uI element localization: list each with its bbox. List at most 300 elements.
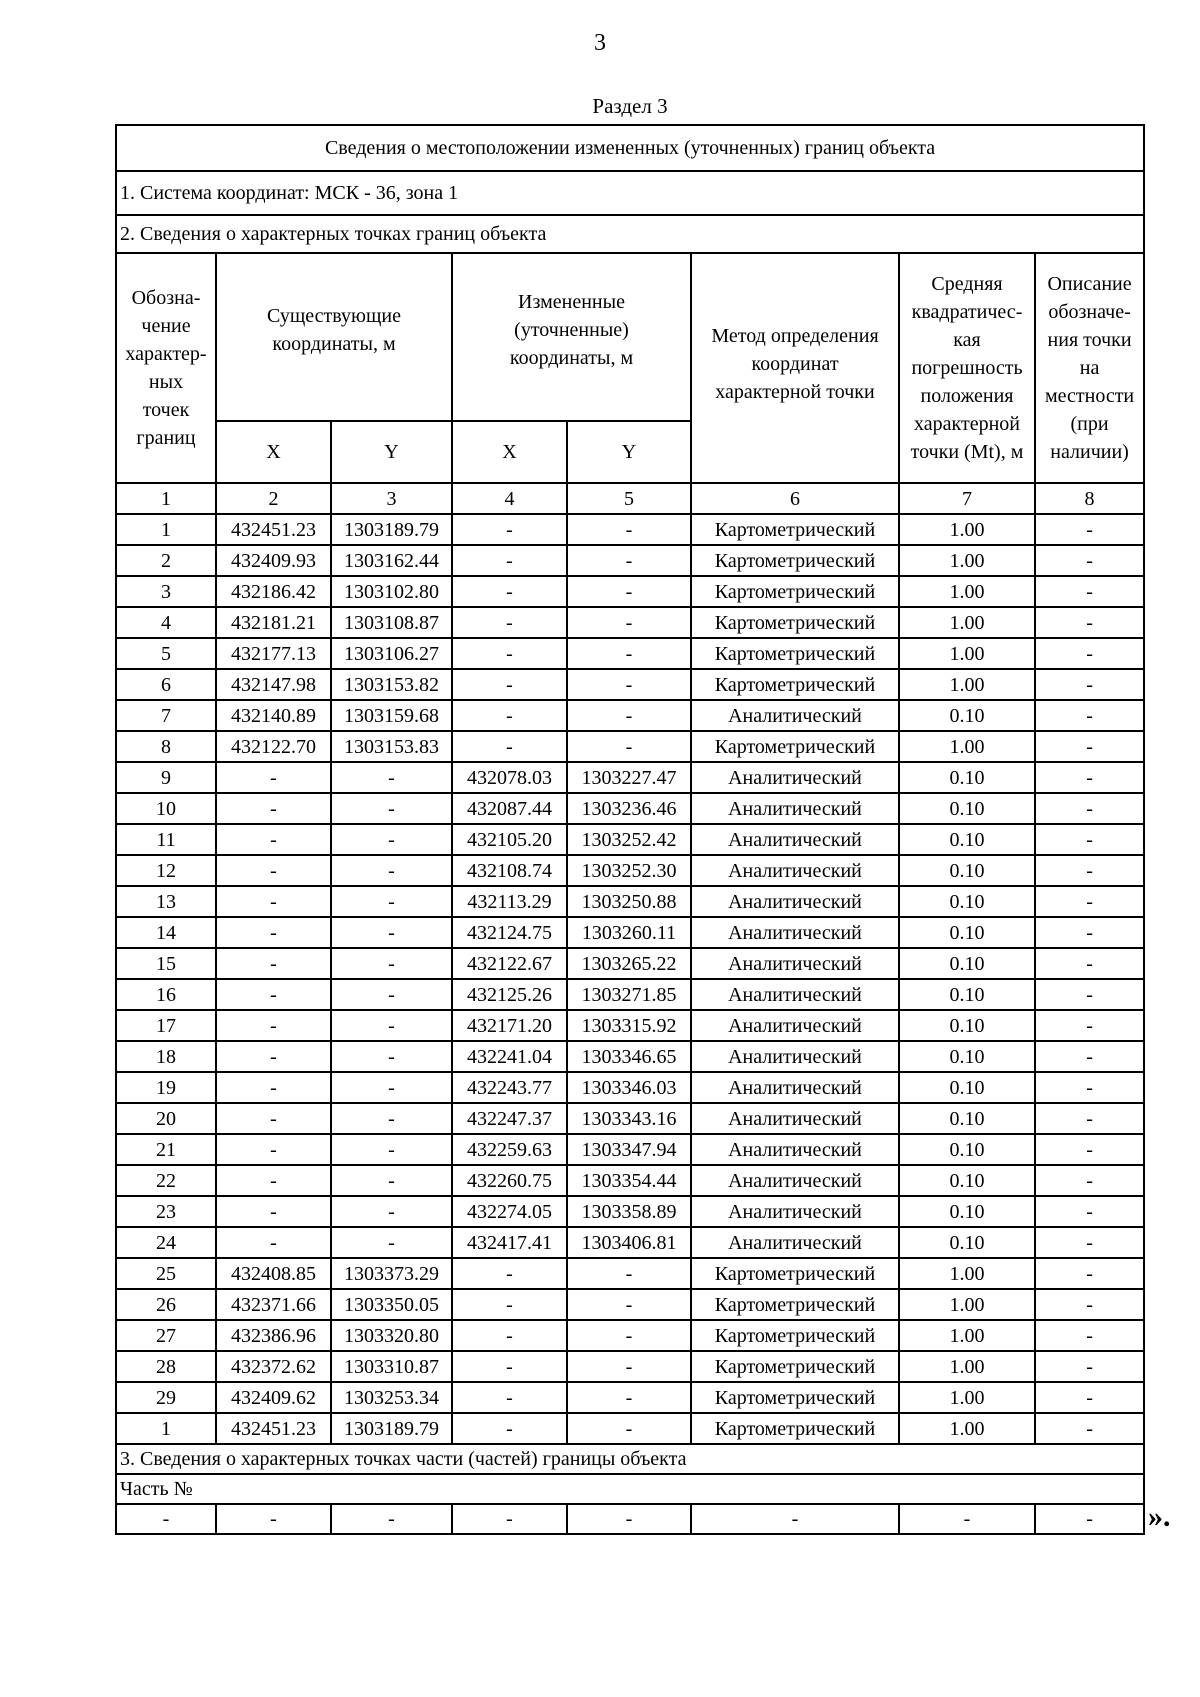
cell-description: - bbox=[1035, 979, 1144, 1010]
cell-point-number: 6 bbox=[116, 669, 216, 700]
cell-existing-x: - bbox=[216, 1103, 331, 1134]
cell-changed-y: 1303271.85 bbox=[567, 979, 691, 1010]
table-row bbox=[116, 948, 1144, 979]
column-number: 2 bbox=[216, 483, 331, 514]
cell-existing-y: - bbox=[331, 1134, 452, 1165]
cell-point-number: 9 bbox=[116, 762, 216, 793]
table-row bbox=[116, 1103, 1144, 1134]
cell-point-number: 20 bbox=[116, 1103, 216, 1134]
table-row bbox=[116, 917, 1144, 948]
cell-point-number: 1 bbox=[116, 1413, 216, 1444]
cell-mean-error: 0.10 bbox=[899, 886, 1035, 917]
table-row bbox=[116, 793, 1144, 824]
cell-existing-x: 432408.85 bbox=[216, 1258, 331, 1289]
cell-description: - bbox=[1035, 576, 1144, 607]
cell-changed-y: 1303406.81 bbox=[567, 1227, 691, 1258]
cell-point-number: 16 bbox=[116, 979, 216, 1010]
cell-existing-y: 1303153.83 bbox=[331, 731, 452, 762]
cell-changed-x: 432247.37 bbox=[452, 1103, 567, 1134]
cell-method: Аналитический bbox=[691, 1134, 899, 1165]
cell-method: Аналитический bbox=[691, 1103, 899, 1134]
cell-existing-y: - bbox=[331, 824, 452, 855]
cell-changed-x: 432124.75 bbox=[452, 917, 567, 948]
cell-existing-y: - bbox=[331, 979, 452, 1010]
column-number: 5 bbox=[567, 483, 691, 514]
cell-existing-x: 432181.21 bbox=[216, 607, 331, 638]
cell-point-number: 12 bbox=[116, 855, 216, 886]
table-row bbox=[116, 1134, 1144, 1165]
cell-description: - bbox=[1035, 1258, 1144, 1289]
table-row bbox=[116, 762, 1144, 793]
cell-description: - bbox=[1035, 1196, 1144, 1227]
part-cell: - bbox=[452, 1504, 567, 1534]
cell-existing-x: - bbox=[216, 793, 331, 824]
cell-description: - bbox=[1035, 793, 1144, 824]
cell-changed-y: - bbox=[567, 545, 691, 576]
cell-changed-x: 432259.63 bbox=[452, 1134, 567, 1165]
cell-changed-x: 432243.77 bbox=[452, 1072, 567, 1103]
cell-existing-x: - bbox=[216, 762, 331, 793]
cell-mean-error: 0.10 bbox=[899, 1227, 1035, 1258]
header-changed-x: X bbox=[452, 421, 567, 483]
cell-existing-x: 432122.70 bbox=[216, 731, 331, 762]
cell-changed-x: - bbox=[452, 1320, 567, 1351]
cell-changed-y: 1303354.44 bbox=[567, 1165, 691, 1196]
table-row bbox=[116, 607, 1144, 638]
cell-description: - bbox=[1035, 638, 1144, 669]
table-row bbox=[116, 1227, 1144, 1258]
cell-changed-x: 432105.20 bbox=[452, 824, 567, 855]
table-row bbox=[116, 1196, 1144, 1227]
table-row bbox=[116, 824, 1144, 855]
cell-changed-y: - bbox=[567, 700, 691, 731]
column-number: 4 bbox=[452, 483, 567, 514]
cell-existing-x: 432451.23 bbox=[216, 514, 331, 545]
cell-existing-x: - bbox=[216, 886, 331, 917]
cell-mean-error: 1.00 bbox=[899, 1289, 1035, 1320]
cell-method: Картометрический bbox=[691, 607, 899, 638]
cell-method: Картометрический bbox=[691, 1258, 899, 1289]
cell-existing-x: 432147.98 bbox=[216, 669, 331, 700]
column-numbers-row bbox=[116, 483, 1144, 514]
cell-changed-x: - bbox=[452, 607, 567, 638]
cell-point-number: 5 bbox=[116, 638, 216, 669]
table-row bbox=[116, 576, 1144, 607]
cell-changed-y: 1303236.46 bbox=[567, 793, 691, 824]
cell-point-number: 24 bbox=[116, 1227, 216, 1258]
cell-point-number: 26 bbox=[116, 1289, 216, 1320]
cell-description: - bbox=[1035, 1072, 1144, 1103]
cell-mean-error: 0.10 bbox=[899, 1134, 1035, 1165]
table-row bbox=[116, 638, 1144, 669]
cell-mean-error: 0.10 bbox=[899, 855, 1035, 886]
cell-existing-x: 432372.62 bbox=[216, 1351, 331, 1382]
cell-point-number: 29 bbox=[116, 1382, 216, 1413]
cell-existing-y: - bbox=[331, 1103, 452, 1134]
cell-point-number: 13 bbox=[116, 886, 216, 917]
cell-existing-x: 432186.42 bbox=[216, 576, 331, 607]
cell-existing-y: - bbox=[331, 1227, 452, 1258]
cell-point-number: 2 bbox=[116, 545, 216, 576]
cell-changed-x: 432417.41 bbox=[452, 1227, 567, 1258]
cell-changed-x: - bbox=[452, 1289, 567, 1320]
cell-existing-y: 1303373.29 bbox=[331, 1258, 452, 1289]
cell-point-number: 4 bbox=[116, 607, 216, 638]
table-row bbox=[116, 1320, 1144, 1351]
cell-point-number: 14 bbox=[116, 917, 216, 948]
cell-point-number: 3 bbox=[116, 576, 216, 607]
cell-changed-y: 1303260.11 bbox=[567, 917, 691, 948]
cell-changed-y: - bbox=[567, 669, 691, 700]
cell-description: - bbox=[1035, 545, 1144, 576]
cell-method: Картометрический bbox=[691, 1413, 899, 1444]
cell-existing-x: 432140.89 bbox=[216, 700, 331, 731]
cell-changed-x: - bbox=[452, 638, 567, 669]
table-row bbox=[116, 545, 1144, 576]
cell-mean-error: 0.10 bbox=[899, 762, 1035, 793]
cell-mean-error: 0.10 bbox=[899, 1196, 1035, 1227]
table-row bbox=[116, 669, 1144, 700]
cell-method: Аналитический bbox=[691, 1072, 899, 1103]
cell-existing-x: - bbox=[216, 1227, 331, 1258]
cell-mean-error: 1.00 bbox=[899, 731, 1035, 762]
cell-existing-y: 1303153.82 bbox=[331, 669, 452, 700]
cell-existing-x: - bbox=[216, 1072, 331, 1103]
cell-description: - bbox=[1035, 948, 1144, 979]
cell-changed-y: 1303347.94 bbox=[567, 1134, 691, 1165]
cell-method: Аналитический bbox=[691, 886, 899, 917]
cell-existing-x: - bbox=[216, 824, 331, 855]
cell-changed-x: 432087.44 bbox=[452, 793, 567, 824]
cell-method: Картометрический bbox=[691, 1382, 899, 1413]
cell-existing-x: 432409.93 bbox=[216, 545, 331, 576]
cell-existing-y: 1303108.87 bbox=[331, 607, 452, 638]
cell-changed-y: 1303227.47 bbox=[567, 762, 691, 793]
cell-changed-y: - bbox=[567, 514, 691, 545]
cell-point-number: 21 bbox=[116, 1134, 216, 1165]
cell-existing-x: - bbox=[216, 948, 331, 979]
header-point-designation: Обозна- чение характер- ных точек границ bbox=[116, 253, 216, 483]
table-row bbox=[116, 1382, 1144, 1413]
cell-point-number: 19 bbox=[116, 1072, 216, 1103]
cell-existing-y: - bbox=[331, 762, 452, 793]
cell-description: - bbox=[1035, 607, 1144, 638]
cell-existing-y: - bbox=[331, 1041, 452, 1072]
cell-method: Картометрический bbox=[691, 1320, 899, 1351]
cell-changed-x: - bbox=[452, 514, 567, 545]
cell-existing-y: - bbox=[331, 886, 452, 917]
cell-changed-y: - bbox=[567, 638, 691, 669]
cell-mean-error: 0.10 bbox=[899, 979, 1035, 1010]
cell-existing-y: - bbox=[331, 793, 452, 824]
part-cell: - bbox=[331, 1504, 452, 1534]
table-row bbox=[116, 1258, 1144, 1289]
cell-existing-x: 432451.23 bbox=[216, 1413, 331, 1444]
cell-changed-y: 1303315.92 bbox=[567, 1010, 691, 1041]
cell-mean-error: 1.00 bbox=[899, 1258, 1035, 1289]
cell-existing-x: - bbox=[216, 1041, 331, 1072]
part-cell: - bbox=[691, 1504, 899, 1534]
header-existing-y: Y bbox=[331, 421, 452, 483]
cell-existing-y: 1303106.27 bbox=[331, 638, 452, 669]
part-number-label: Часть № bbox=[116, 1474, 1144, 1504]
cell-mean-error: 1.00 bbox=[899, 638, 1035, 669]
cell-existing-x: - bbox=[216, 855, 331, 886]
table-row bbox=[116, 855, 1144, 886]
column-number: 6 bbox=[691, 483, 899, 514]
coordinate-system: 1. Система координат: МСК - 36, зона 1 bbox=[116, 171, 1144, 215]
cell-changed-x: - bbox=[452, 576, 567, 607]
cell-description: - bbox=[1035, 1382, 1144, 1413]
column-number: 7 bbox=[899, 483, 1035, 514]
cell-existing-x: 432386.96 bbox=[216, 1320, 331, 1351]
cell-changed-x: - bbox=[452, 669, 567, 700]
table-row bbox=[116, 1413, 1144, 1444]
cell-description: - bbox=[1035, 514, 1144, 545]
cell-existing-x: - bbox=[216, 917, 331, 948]
cell-changed-y: 1303252.42 bbox=[567, 824, 691, 855]
cell-changed-y: - bbox=[567, 607, 691, 638]
cell-existing-y: 1303350.05 bbox=[331, 1289, 452, 1320]
cell-existing-y: 1303189.79 bbox=[331, 1413, 452, 1444]
part-cell: - bbox=[1035, 1504, 1144, 1534]
page-number: 3 bbox=[594, 30, 606, 56]
cell-description: - bbox=[1035, 1103, 1144, 1134]
cell-method: Картометрический bbox=[691, 638, 899, 669]
cell-changed-y: 1303265.22 bbox=[567, 948, 691, 979]
cell-description: - bbox=[1035, 824, 1144, 855]
cell-method: Аналитический bbox=[691, 1227, 899, 1258]
cell-point-number: 15 bbox=[116, 948, 216, 979]
cell-changed-x: 432171.20 bbox=[452, 1010, 567, 1041]
cell-changed-x: - bbox=[452, 1258, 567, 1289]
cell-changed-x: 432108.74 bbox=[452, 855, 567, 886]
cell-mean-error: 1.00 bbox=[899, 1320, 1035, 1351]
cell-point-number: 7 bbox=[116, 700, 216, 731]
cell-mean-error: 0.10 bbox=[899, 1041, 1035, 1072]
cell-existing-y: - bbox=[331, 1165, 452, 1196]
cell-method: Картометрический bbox=[691, 576, 899, 607]
cell-description: - bbox=[1035, 669, 1144, 700]
cell-changed-y: 1303250.88 bbox=[567, 886, 691, 917]
cell-method: Аналитический bbox=[691, 793, 899, 824]
cell-point-number: 11 bbox=[116, 824, 216, 855]
cell-existing-y: - bbox=[331, 855, 452, 886]
cell-changed-x: 432260.75 bbox=[452, 1165, 567, 1196]
header-changed-y: Y bbox=[567, 421, 691, 483]
section-label: Раздел 3 bbox=[592, 94, 668, 118]
cell-changed-y: - bbox=[567, 731, 691, 762]
cell-description: - bbox=[1035, 762, 1144, 793]
cell-method: Картометрический bbox=[691, 1351, 899, 1382]
cell-method: Картометрический bbox=[691, 731, 899, 762]
cell-point-number: 27 bbox=[116, 1320, 216, 1351]
cell-method: Картометрический bbox=[691, 1289, 899, 1320]
cell-method: Аналитический bbox=[691, 1196, 899, 1227]
cell-existing-y: - bbox=[331, 948, 452, 979]
cell-method: Аналитический bbox=[691, 979, 899, 1010]
table-row bbox=[116, 731, 1144, 762]
cell-description: - bbox=[1035, 1320, 1144, 1351]
header-point-description: Описание обозначе- ния точки на местности (при наличии) bbox=[1035, 253, 1144, 483]
cell-point-number: 22 bbox=[116, 1165, 216, 1196]
cell-description: - bbox=[1035, 1041, 1144, 1072]
cell-mean-error: 0.10 bbox=[899, 948, 1035, 979]
table-row bbox=[116, 514, 1144, 545]
cell-mean-error: 0.10 bbox=[899, 700, 1035, 731]
cell-description: - bbox=[1035, 1010, 1144, 1041]
cell-existing-x: - bbox=[216, 1196, 331, 1227]
table-row bbox=[116, 1041, 1144, 1072]
cell-description: - bbox=[1035, 1134, 1144, 1165]
cell-method: Аналитический bbox=[691, 917, 899, 948]
cell-method: Аналитический bbox=[691, 948, 899, 979]
cell-point-number: 18 bbox=[116, 1041, 216, 1072]
points-heading: 2. Сведения о характерных точках границ объекта bbox=[116, 215, 1144, 253]
boundary-points-table bbox=[115, 124, 1145, 1535]
column-number: 1 bbox=[116, 483, 216, 514]
table-row bbox=[116, 1165, 1144, 1196]
cell-changed-x: 432078.03 bbox=[452, 762, 567, 793]
header-changed-coordinates: Измененные (уточненные) координаты, м bbox=[452, 253, 691, 421]
cell-point-number: 17 bbox=[116, 1010, 216, 1041]
cell-existing-y: - bbox=[331, 1072, 452, 1103]
cell-mean-error: 0.10 bbox=[899, 793, 1035, 824]
cell-point-number: 23 bbox=[116, 1196, 216, 1227]
closing-mark: ». bbox=[1148, 1500, 1171, 1533]
header-existing-x: X bbox=[216, 421, 331, 483]
cell-description: - bbox=[1035, 855, 1144, 886]
cell-point-number: 1 bbox=[116, 514, 216, 545]
cell-changed-y: 1303343.16 bbox=[567, 1103, 691, 1134]
cell-mean-error: 1.00 bbox=[899, 545, 1035, 576]
cell-changed-x: 432113.29 bbox=[452, 886, 567, 917]
cell-changed-x: 432125.26 bbox=[452, 979, 567, 1010]
cell-mean-error: 1.00 bbox=[899, 514, 1035, 545]
cell-description: - bbox=[1035, 1413, 1144, 1444]
cell-method: Аналитический bbox=[691, 1041, 899, 1072]
column-number: 8 bbox=[1035, 483, 1144, 514]
cell-existing-y: - bbox=[331, 1010, 452, 1041]
cell-changed-y: 1303358.89 bbox=[567, 1196, 691, 1227]
cell-existing-x: - bbox=[216, 1134, 331, 1165]
cell-changed-x: - bbox=[452, 1382, 567, 1413]
cell-changed-y: - bbox=[567, 1413, 691, 1444]
cell-method: Аналитический bbox=[691, 1010, 899, 1041]
cell-changed-y: - bbox=[567, 1382, 691, 1413]
cell-method: Картометрический bbox=[691, 669, 899, 700]
cell-existing-y: 1303189.79 bbox=[331, 514, 452, 545]
cell-changed-y: - bbox=[567, 1258, 691, 1289]
cell-point-number: 25 bbox=[116, 1258, 216, 1289]
cell-changed-x: - bbox=[452, 700, 567, 731]
cell-existing-x: - bbox=[216, 1165, 331, 1196]
cell-changed-y: - bbox=[567, 1289, 691, 1320]
cell-method: Аналитический bbox=[691, 700, 899, 731]
part-data-row bbox=[116, 1504, 1144, 1534]
cell-existing-x: - bbox=[216, 1010, 331, 1041]
cell-changed-x: - bbox=[452, 1351, 567, 1382]
cell-mean-error: 0.10 bbox=[899, 1072, 1035, 1103]
cell-changed-x: - bbox=[452, 545, 567, 576]
cell-point-number: 10 bbox=[116, 793, 216, 824]
cell-method: Аналитический bbox=[691, 855, 899, 886]
cell-existing-y: 1303320.80 bbox=[331, 1320, 452, 1351]
column-number: 3 bbox=[331, 483, 452, 514]
cell-changed-y: 1303346.65 bbox=[567, 1041, 691, 1072]
table-row bbox=[116, 979, 1144, 1010]
cell-existing-x: - bbox=[216, 979, 331, 1010]
header-existing-coordinates: Существующие координаты, м bbox=[216, 253, 452, 421]
cell-changed-x: 432122.67 bbox=[452, 948, 567, 979]
cell-description: - bbox=[1035, 1351, 1144, 1382]
header-method: Метод определения координат характерной точки bbox=[691, 253, 899, 483]
part-cell: - bbox=[216, 1504, 331, 1534]
cell-mean-error: 1.00 bbox=[899, 1382, 1035, 1413]
cell-mean-error: 1.00 bbox=[899, 1351, 1035, 1382]
cell-changed-x: - bbox=[452, 1413, 567, 1444]
cell-description: - bbox=[1035, 731, 1144, 762]
table-row bbox=[116, 700, 1144, 731]
cell-point-number: 8 bbox=[116, 731, 216, 762]
cell-description: - bbox=[1035, 1227, 1144, 1258]
cell-changed-y: 1303252.30 bbox=[567, 855, 691, 886]
cell-mean-error: 1.00 bbox=[899, 607, 1035, 638]
part-cell: - bbox=[899, 1504, 1035, 1534]
cell-changed-y: - bbox=[567, 576, 691, 607]
cell-existing-y: 1303159.68 bbox=[331, 700, 452, 731]
header-mean-square-error: Средняя квадратичес- кая погрешность положения характерной точки (Mt), м bbox=[899, 253, 1035, 483]
part-cell: - bbox=[116, 1504, 216, 1534]
cell-description: - bbox=[1035, 700, 1144, 731]
cell-changed-y: - bbox=[567, 1351, 691, 1382]
cell-existing-x: 432177.13 bbox=[216, 638, 331, 669]
cell-mean-error: 1.00 bbox=[899, 669, 1035, 700]
cell-existing-y: 1303310.87 bbox=[331, 1351, 452, 1382]
cell-mean-error: 0.10 bbox=[899, 917, 1035, 948]
cell-existing-y: - bbox=[331, 917, 452, 948]
cell-existing-y: 1303253.34 bbox=[331, 1382, 452, 1413]
cell-description: - bbox=[1035, 917, 1144, 948]
cell-changed-x: 432274.05 bbox=[452, 1196, 567, 1227]
table-row bbox=[116, 1289, 1144, 1320]
cell-changed-x: - bbox=[452, 731, 567, 762]
cell-description: - bbox=[1035, 1289, 1144, 1320]
part-cell: - bbox=[567, 1504, 691, 1534]
cell-method: Аналитический bbox=[691, 1165, 899, 1196]
cell-mean-error: 0.10 bbox=[899, 1165, 1035, 1196]
cell-method: Аналитический bbox=[691, 762, 899, 793]
cell-point-number: 28 bbox=[116, 1351, 216, 1382]
cell-method: Аналитический bbox=[691, 824, 899, 855]
cell-mean-error: 1.00 bbox=[899, 576, 1035, 607]
table-row bbox=[116, 1351, 1144, 1382]
table-row bbox=[116, 886, 1144, 917]
cell-mean-error: 0.10 bbox=[899, 1010, 1035, 1041]
table-row bbox=[116, 1010, 1144, 1041]
cell-existing-x: 432409.62 bbox=[216, 1382, 331, 1413]
cell-method: Картометрический bbox=[691, 514, 899, 545]
cell-description: - bbox=[1035, 1165, 1144, 1196]
cell-existing-x: 432371.66 bbox=[216, 1289, 331, 1320]
cell-mean-error: 0.10 bbox=[899, 824, 1035, 855]
parts-heading: 3. Сведения о характерных точках части (частей) границы объекта bbox=[116, 1444, 1144, 1474]
data-rows bbox=[116, 514, 1144, 1444]
cell-changed-x: 432241.04 bbox=[452, 1041, 567, 1072]
cell-description: - bbox=[1035, 886, 1144, 917]
cell-existing-y: 1303162.44 bbox=[331, 545, 452, 576]
table-title: Сведения о местоположении измененных (уточненных) границ объекта bbox=[116, 125, 1144, 171]
